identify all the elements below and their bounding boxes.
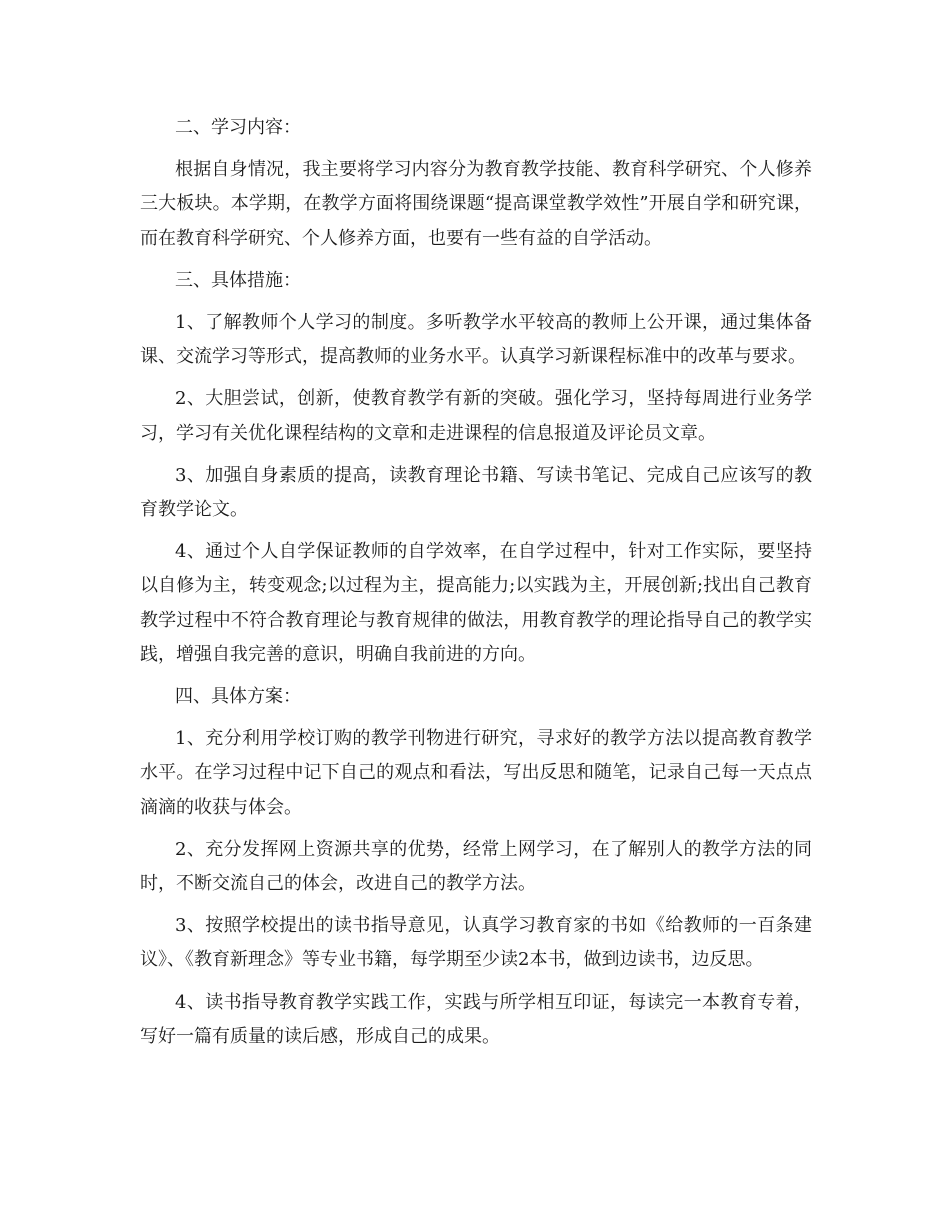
document-page [140, 111, 812, 1062]
section-heading-specific-plan: 四、具体方案： [175, 686, 301, 708]
paragraph: 3、加强自身素质的提高，读教育理论书籍、写读书笔记、完成自己应该写的教育教学论文。 [140, 464, 812, 521]
paragraph: 4、通过个人自学保证教师的自学效率，在自学过程中，针对工作实际，要坚持以自修为主，转变观念;以过程为主，提高能力;以实践为主，开展创新;找出自己教育教学过程中不符合教育理论与教育规律的做法，用教育教学的理论指导自己的教学实践，增强自我完善的意识，明确自我前进的方向。 [140, 541, 812, 665]
paragraph: 2、充分发挥网上资源共享的优势，经常上网学习，在了解别人的教学方法的同时，不断交流自己的体会，改进自己的教学方法。 [140, 838, 812, 895]
section-heading-study-content: 二、学习内容： [175, 117, 301, 138]
paragraph: 1、了解教师个人学习的制度。多听教学水平较高的教师上公开课，通过集体备课、交流学习等形式，提高教师的业务水平。认真学习新课程标准中的改革与要求。 [140, 312, 812, 368]
paragraph: 1、充分利用学校订购的教学刊物进行研究，寻求好的教学方法以提高教育教学水平。在学习过程中记下自己的观点和看法，写出反思和随笔，记录自己每一天点点滴滴的收获与体会。 [140, 728, 812, 818]
section-heading-specific-measures: 三、具体措施： [175, 269, 301, 291]
paragraph: 2、大胆尝试，创新，使教育教学有新的突破。强化学习，坚持每周进行业务学习，学习有关优化课程结构的文章和走进课程的信息报道及评论员文章。 [140, 388, 812, 444]
paragraph: 4、读书指导教育教学实践工作，实践与所学相互印证，每读完一本教育专着，写好一篇有质量的读后感，形成自己的成果。 [140, 991, 812, 1047]
paragraph: 根据自身情况，我主要将学习内容分为教育教学技能、教育科学研究、个人修养三大板块。本学期，在教学方面将围绕课题“提高课堂教学效性”开展自学和研究课，而在教育科学研究、个人修养方面，也要有一些有益的自学活动。 [140, 159, 812, 249]
paragraph: 3、按照学校提出的读书指导意见，认真学习教育家的书如《给教师的一百条建议》、《教育新理念》等专业书籍，每学期至少读2本书，做到边读书，边反思。 [140, 915, 812, 971]
